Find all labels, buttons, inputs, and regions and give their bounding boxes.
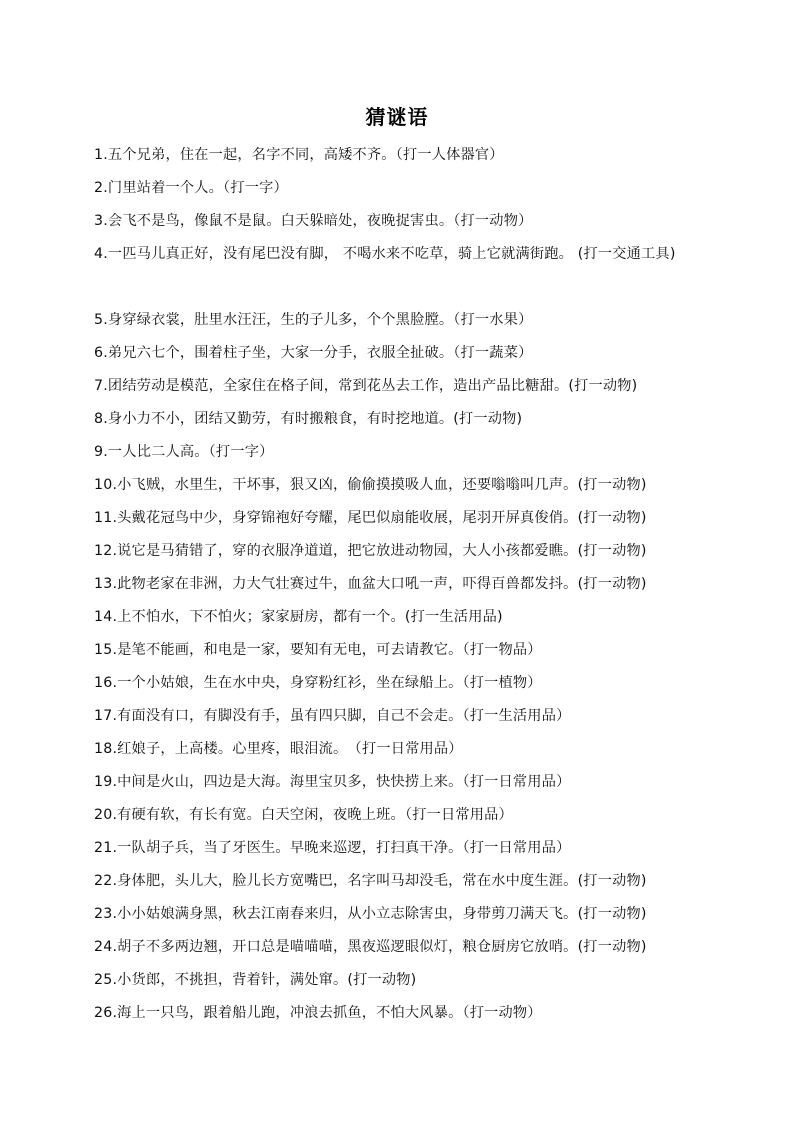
riddle-item: 21.一队胡子兵，当了牙医生。早晚来巡逻，打扫真干净。（打一日常用品） — [94, 840, 571, 856]
riddle-item: 9.一人比二人高。（打一字） — [94, 444, 274, 460]
riddle-item: 26.海上一只鸟，跟着船儿跑，冲浪去抓鱼，不怕大风暴。（打一动物） — [94, 1005, 542, 1021]
riddle-item: 4.一匹马儿真正好，没有尾巴没有脚， 不喝水来不吃草，骑上它就满街跑。 (打一交通工具) — [94, 246, 676, 262]
riddle-item: 3.会飞不是鸟，像鼠不是鼠。白天躲暗处，夜晚捉害虫。（打一动物） — [94, 213, 533, 229]
riddle-item: 8.身小力不小，团结又勤劳，有时搬粮食，有时挖地道。(打一动物) — [94, 411, 523, 427]
riddle-item: 6.弟兄六七个，围着柱子坐，大家一分手，衣服全扯破。（打一蔬菜） — [94, 345, 533, 361]
riddle-item: 18.红娘子，上高楼。心里疼，眼泪流。 （打一日常用品） — [94, 741, 463, 757]
riddle-item: 11.头戴花冠鸟中少，身穿锦袍好夸耀，尾巴似扇能收展，尾羽开屏真俊俏。(打一动物) — [94, 510, 647, 526]
riddle-item: 24.胡子不多两边翘，开口总是喵喵喵，黑夜巡逻眼似灯，粮仓厨房它放哨。(打一动物) — [94, 939, 647, 955]
riddle-item: 1.五个兄弟，住在一起，名字不同，高矮不齐。（打一人体器官） — [94, 147, 504, 163]
riddle-item: 20.有硬有软，有长有宽。白天空闲，夜晚上班。（打一日常用品） — [94, 807, 513, 823]
riddle-item: 22.身体肥，头儿大，脸儿长方宽嘴巴，名字叫马却没毛，常在水中度生涯。(打一动物) — [94, 873, 647, 889]
riddle-item: 25.小货郎，不挑担，背着针，满处窜。(打一动物) — [94, 972, 417, 988]
riddle-item: 16.一个小姑娘，生在水中央，身穿粉红衫，坐在绿船上。（打一植物） — [94, 675, 542, 691]
riddle-item: 7.团结劳动是模范，全家住在格子间，常到花丛去工作，造出产品比糖甜。(打一动物) — [94, 378, 638, 394]
riddle-item: 14.上不怕水，下不怕火；家家厨房，都有一个。(打一生活用品) — [94, 609, 503, 625]
page-title: 猜谜语 — [365, 105, 429, 129]
riddle-item: 15.是笔不能画，和电是一家，要知有无电，可去请教它。（打一物品） — [94, 642, 542, 658]
riddle-item: 2.门里站着一个人。（打一字） — [94, 180, 288, 196]
riddle-item: 10.小飞贼，水里生，干坏事，狠又凶，偷偷摸摸吸人血，还要嗡嗡叫几声。(打一动物) — [94, 477, 647, 493]
riddle-item: 19.中间是火山，四边是大海。海里宝贝多，快快捞上来。（打一日常用品） — [94, 774, 571, 790]
riddle-item: 23.小小姑娘满身黑，秋去江南春来归，从小立志除害虫，身带剪刀满天飞。(打一动物) — [94, 906, 647, 922]
riddle-item: 17.有面没有口，有脚没有手，虽有四只脚，自己不会走。（打一生活用品） — [94, 708, 571, 724]
riddle-item: 13.此物老家在非洲，力大气壮赛过牛，血盆大口吼一声，吓得百兽都发抖。(打一动物) — [94, 576, 647, 592]
riddle-list — [94, 139, 706, 1030]
riddle-item: 5.身穿绿衣裳，肚里水汪汪，生的子儿多，个个黑脸膛。（打一水果） — [94, 312, 533, 328]
riddle-item: 12.说它是马猜错了，穿的衣服净道道，把它放进动物园，大人小孩都爱瞧。(打一动物) — [94, 543, 647, 559]
